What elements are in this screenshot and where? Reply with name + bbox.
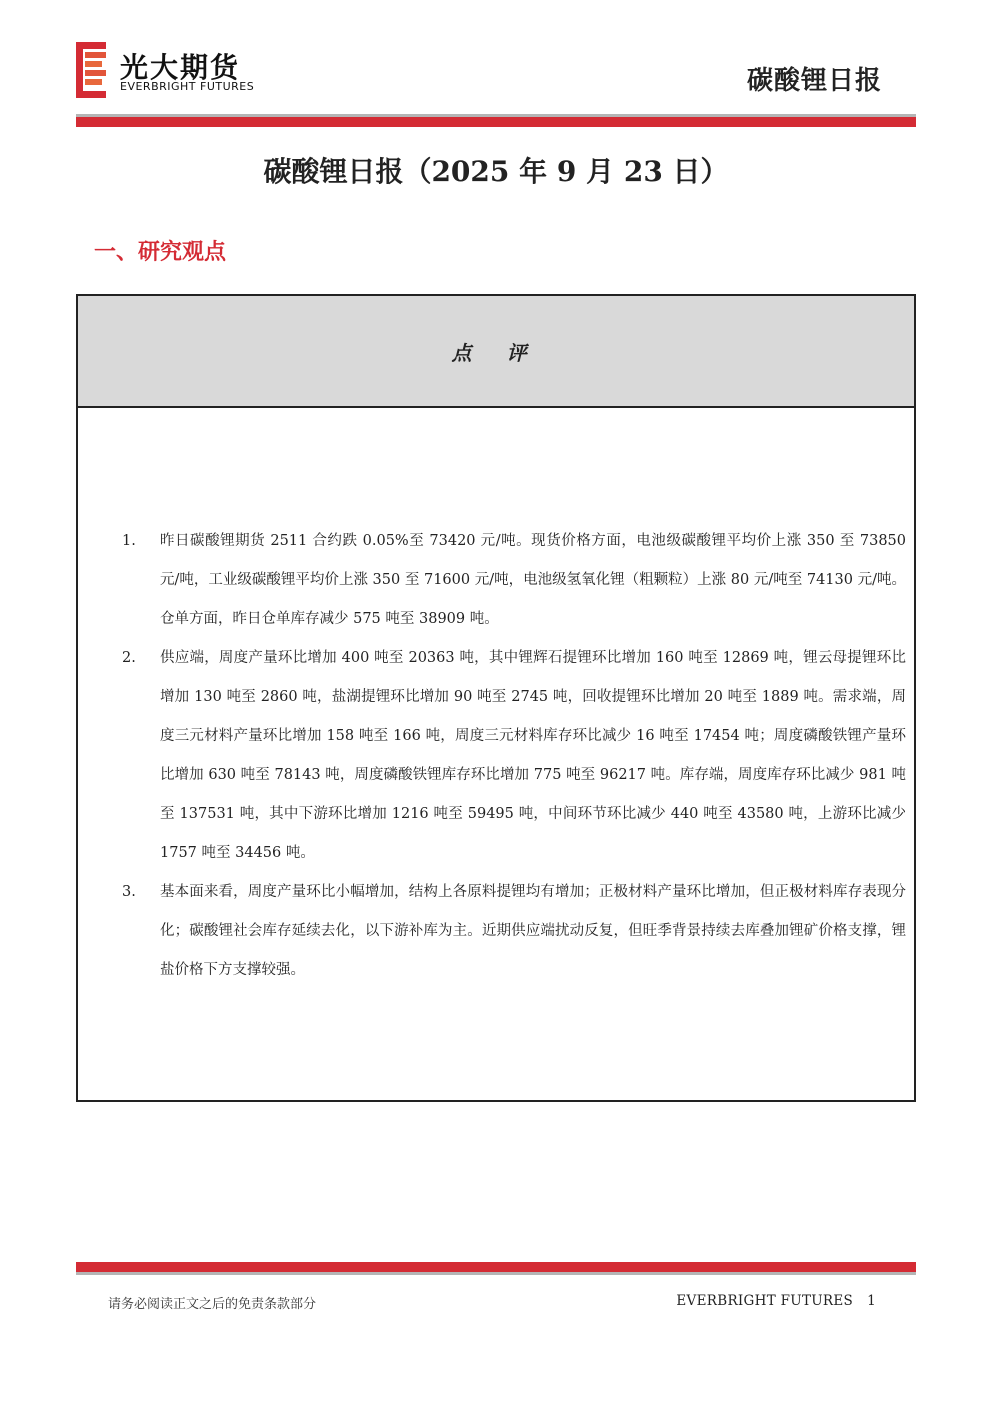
logo-name-en: EVERBRIGHT FUTURES	[120, 80, 255, 93]
header-rule	[76, 114, 916, 127]
list-item	[78, 639, 914, 873]
company-logo	[76, 42, 296, 98]
list-item-text: 供应端，周度产量环比增加 400 吨至 20363 吨，其中锂辉石提锂环比增加 160 吨至 12869 吨，锂云母提锂环比增加 130 吨至 2860 吨，盐湖提锂环比增加 90 吨至 2745 吨，回收提锂环比增加 20 吨至 1889 吨。需求端，周度三元材料产量环比增加 158 吨至 166 吨，周度三元材料库存环比减少 16 吨至 17454 吨；周度磷酸铁锂产量环比增加 630 吨至 78143 吨，周度磷酸铁锂库存环比增加 775 吨至 96217 吨。库存端，周度库存环比减少 981 吨至 137531 吨，其中下游环比增加 1216 吨至 59495 吨，中间环节环比减少 440 吨至 43580 吨，上游环比减少 1757 吨至 34456 吨。	[160, 650, 906, 861]
list-item	[78, 873, 914, 990]
everbright-logo-icon	[76, 42, 108, 98]
page-number: 1	[867, 1293, 876, 1309]
list-item-text: 基本面来看，周度产量环比小幅增加，结构上各原料提锂均有增加；正极材料产量环比增加，但正极材料库存表现分化；碳酸锂社会库存延续去化，以下游补库为主。近期供应端扰动反复，但旺季背景持续去库叠加锂矿价格支撑，锂盐价格下方支撑较强。	[160, 884, 906, 978]
list-item-text: 昨日碳酸锂期货 2511 合约跌 0.05%至 73420 元/吨。现货价格方面，电池级碳酸锂平均价上涨 350 至 73850 元/吨，工业级碳酸锂平均价上涨 350 至 71600 元/吨，电池级氢氧化锂（粗颗粒）上涨 80 元/吨至 74130 元/吨。仓单方面，昨日仓单库存减少 575 吨至 38909 吨。	[160, 533, 906, 627]
document-title: 碳酸锂日报（2025 年 9 月 23 日）	[263, 155, 729, 188]
commentary-box-title: 点 评	[451, 340, 541, 365]
footer-company: EVERBRIGHT FUTURES	[676, 1293, 854, 1309]
list-item-number: 3.	[122, 884, 136, 900]
list-item	[78, 522, 914, 639]
header-title: 碳酸锂日报	[746, 66, 882, 96]
footer-disclaimer: 请务必阅读正文之后的免责条款部分	[108, 1297, 317, 1312]
commentary-box-header	[78, 296, 914, 408]
footer-rule	[76, 1262, 916, 1275]
logo-name-cn: 光大期货	[120, 51, 241, 84]
commentary-box	[76, 294, 916, 1102]
list-item-number: 2.	[122, 650, 136, 666]
footer-info	[676, 1293, 876, 1309]
section-heading: 一、研究观点	[94, 240, 227, 265]
commentary-list	[78, 522, 914, 990]
list-item-number: 1.	[122, 533, 136, 549]
